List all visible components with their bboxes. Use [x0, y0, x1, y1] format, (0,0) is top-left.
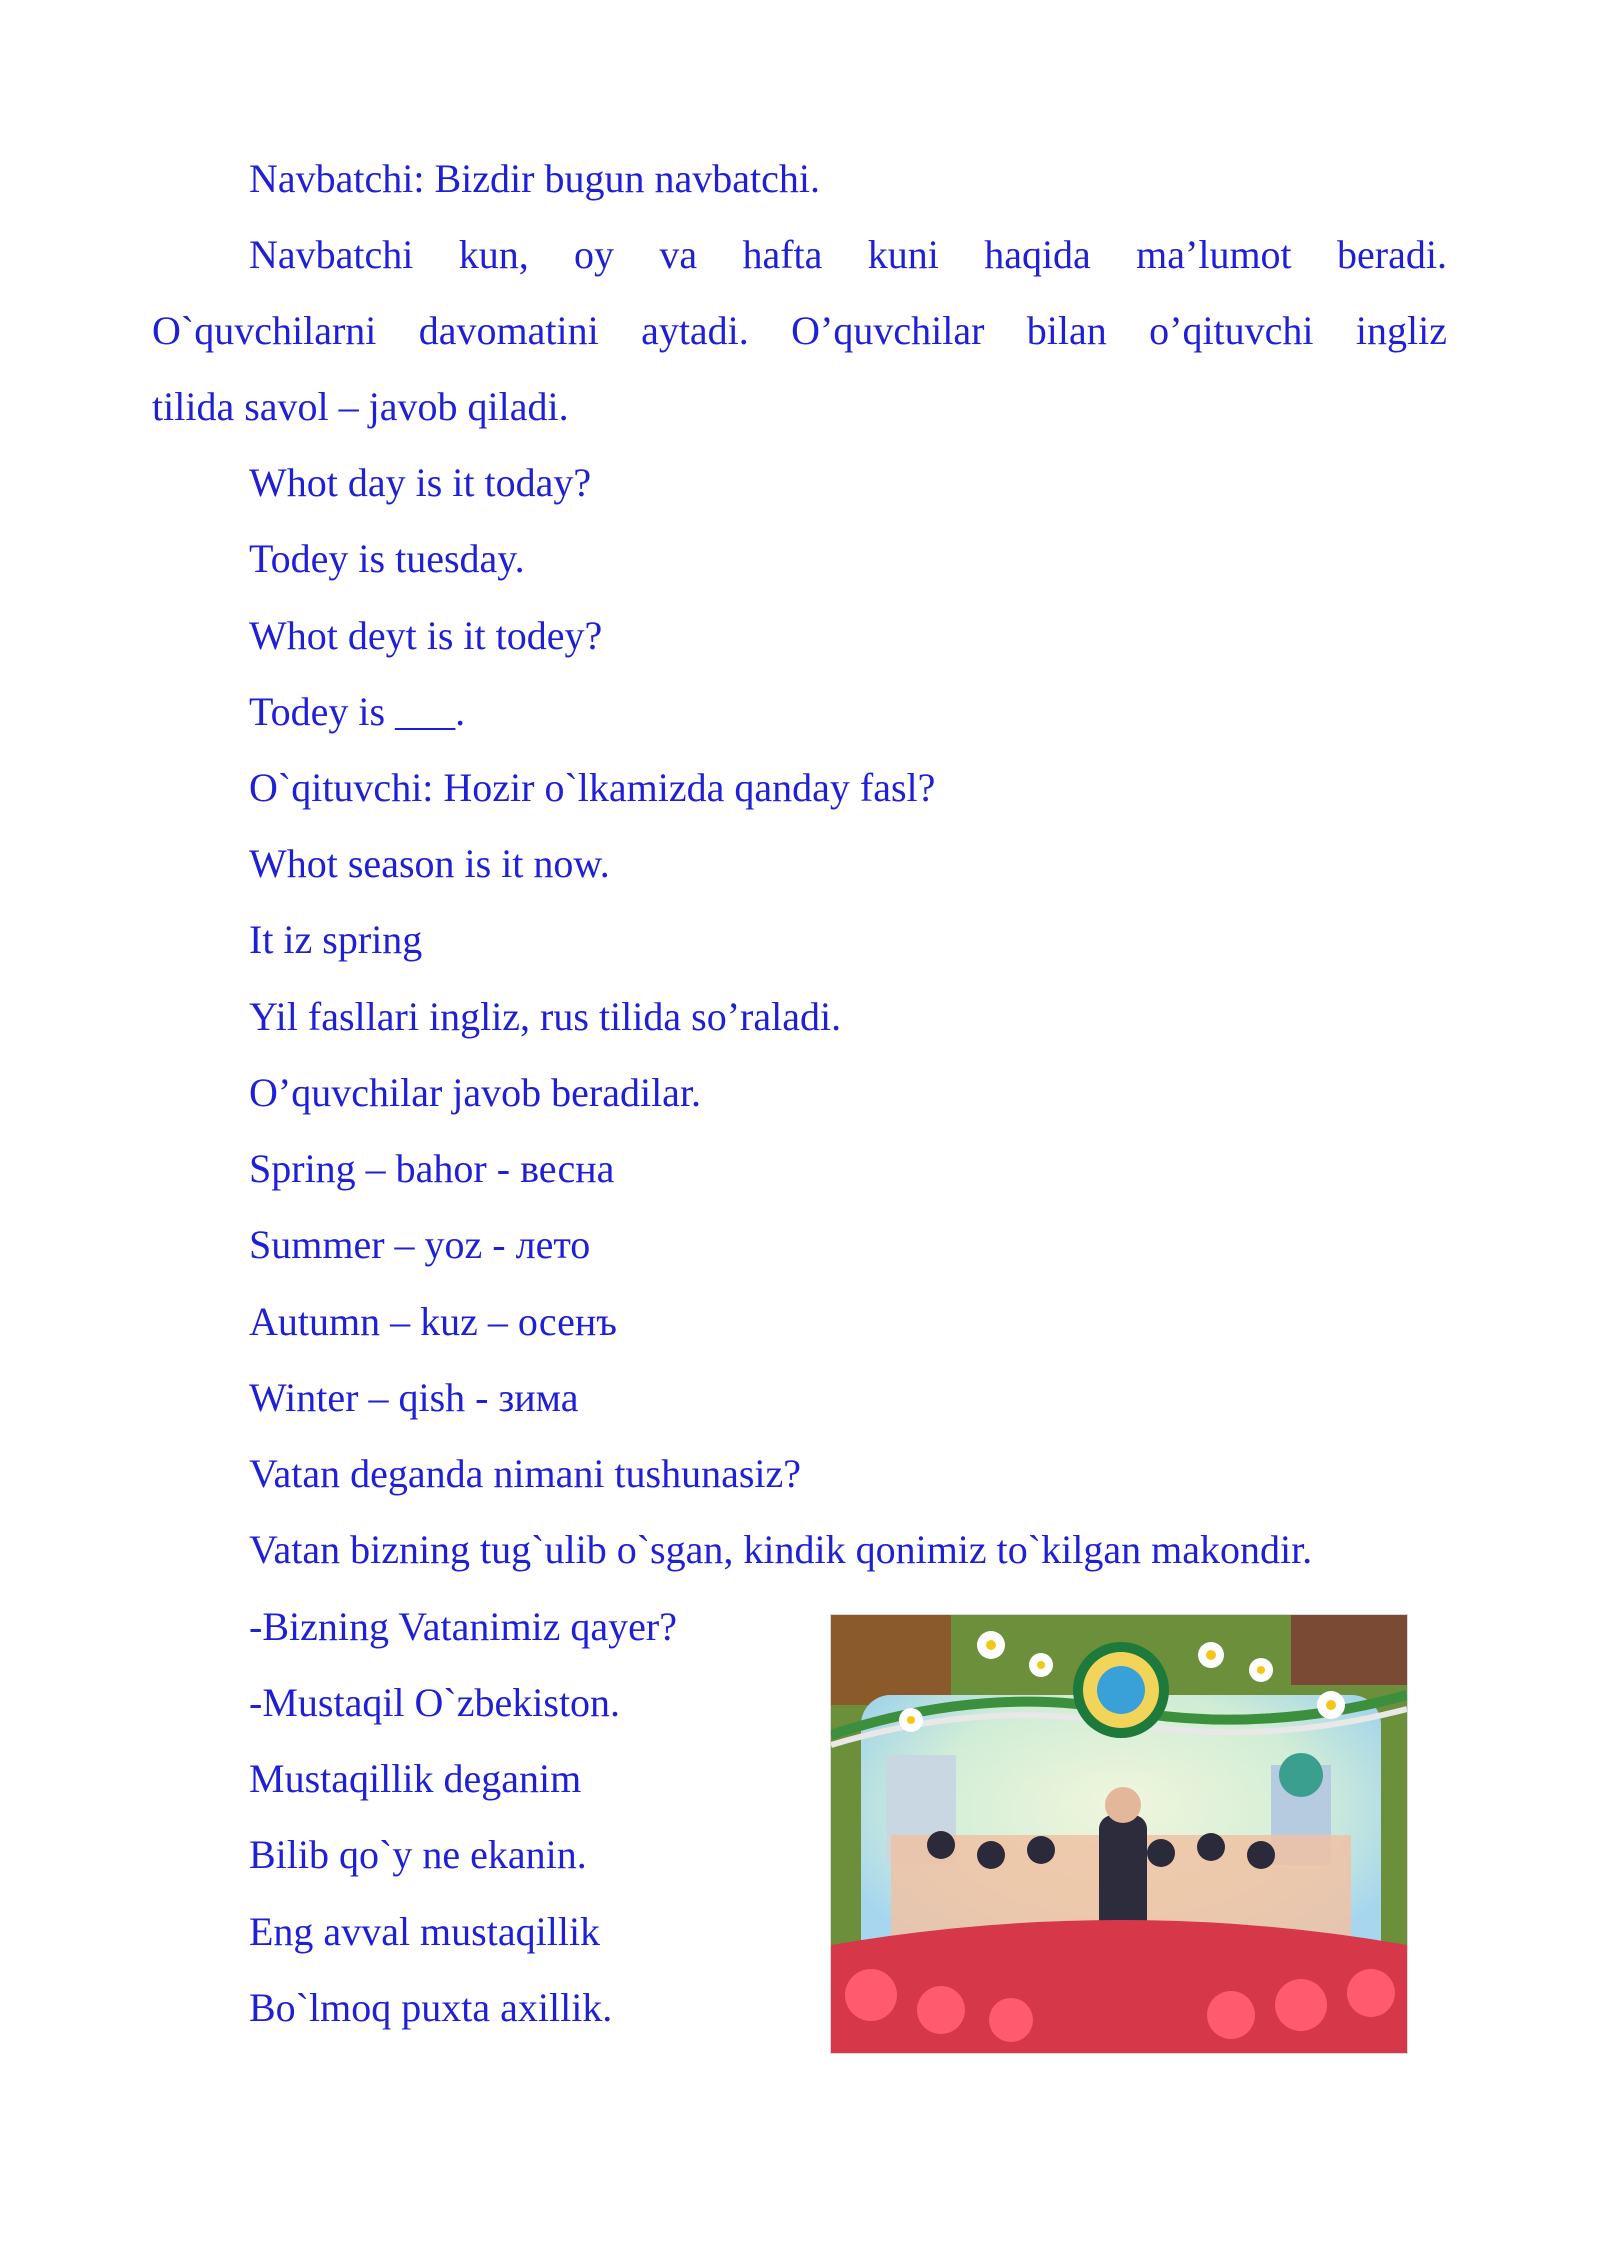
text-line: Vatan bizning tug`ulib o`sgan, kindik qonimiz to`kilgan makondir.	[249, 1527, 1313, 1572]
text-line: -Mustaqil O`zbekiston.	[249, 1680, 621, 1725]
word: hafta	[742, 232, 823, 277]
word: ingliz	[1355, 308, 1447, 353]
word: O’quvchilar	[791, 308, 985, 353]
text-line: Autumn – kuz – осенъ	[249, 1299, 617, 1344]
text-line: Todey is ___.	[249, 689, 466, 734]
text-line: Yil fasllari ingliz, rus tilida so’raladi.	[249, 994, 842, 1039]
text-line: tilida savol – javob qiladi.	[152, 384, 569, 429]
text-line: Vatan deganda nimani tushunasiz?	[249, 1451, 802, 1496]
text-line: Winter – qish - зима	[249, 1375, 579, 1420]
word: kuni	[867, 232, 939, 277]
word: va	[659, 232, 698, 277]
text-line: O`qituvchi: Hozir o`lkamizda qanday fasl?	[249, 765, 936, 810]
word: oy	[574, 232, 615, 277]
text-line: Bilib qo`y ne ekanin.	[249, 1832, 587, 1877]
poster-illustration	[831, 1615, 1407, 2053]
text-line: O’quvchilar javob beradilar.	[249, 1070, 702, 1115]
text-line: Navbatchi: Bizdir bugun navbatchi.	[249, 156, 820, 201]
text-line: Whot day is it today?	[249, 460, 592, 505]
word: o’qituvchi	[1149, 308, 1314, 353]
text-line: Todey is tuesday.	[249, 536, 525, 581]
text-line: Bo`lmoq puxta axillik.	[249, 1985, 613, 2030]
text-line: -Bizning Vatanimiz qayer?	[249, 1604, 678, 1649]
text-line-justified	[249, 232, 1447, 278]
text-line-justified	[152, 308, 1447, 354]
word: kun,	[458, 232, 529, 277]
text-line: Summer – yoz - лето	[249, 1222, 591, 1267]
word: Navbatchi	[249, 232, 414, 277]
text-line: Mustaqillik deganim	[249, 1756, 582, 1801]
text-line: Whot deyt is it todey?	[249, 613, 603, 658]
text-line: Whot season is it now.	[249, 841, 610, 886]
word: davomatini	[418, 308, 599, 353]
word: ma’lumot	[1136, 232, 1292, 277]
text-line: Spring – bahor - весна	[249, 1146, 615, 1191]
text-line: Eng avval mustaqillik	[249, 1909, 601, 1954]
word: bilan	[1026, 308, 1107, 353]
text-line: It iz spring	[249, 917, 423, 962]
word: O`quvchilarni	[152, 308, 377, 353]
word: beradi.	[1337, 232, 1447, 277]
independence-poster-image	[830, 1614, 1408, 2054]
word: haqida	[984, 232, 1091, 277]
word: aytadi.	[641, 308, 749, 353]
